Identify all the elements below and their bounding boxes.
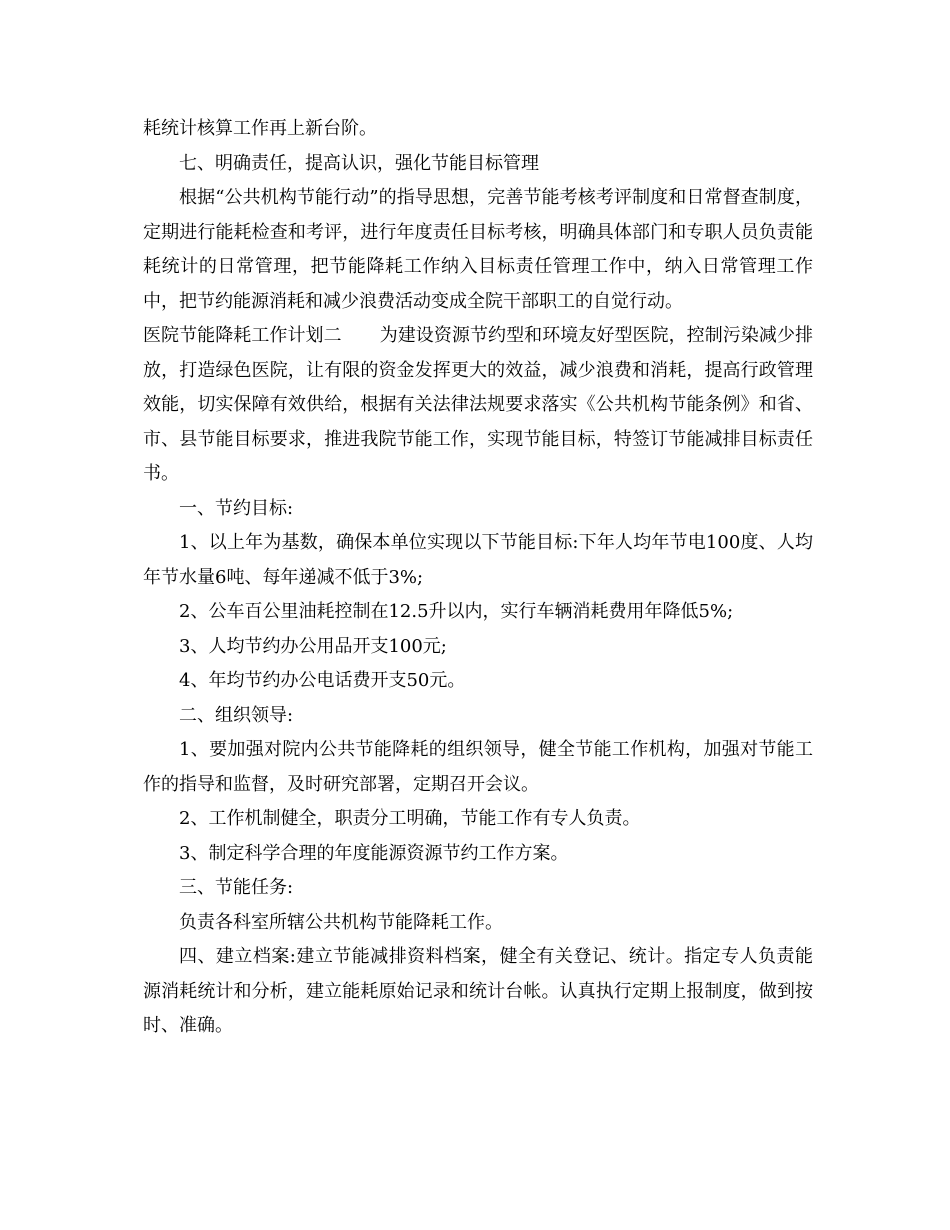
plan-paragraph [143,319,813,492]
heading-section-seven: 七、明确责任，提高认识，强化节能目标管理 [179,152,539,174]
goal-item-4: 4、年均节约办公电话费开支50元。 [179,670,466,691]
heading-archives: 四、建立档案:建立节能减排资料档案，健全有关登记、统计。指定专人负责能源消耗统计和分析，建立能耗原始记录和统计台帐。认真执行定期上报制度，做到按时、准确。 [143,946,813,1036]
heading-organization: 二、组织领导: [179,704,294,726]
heading-savings-goals: 一、节约目标: [179,497,294,519]
paragraph-guidance: 根据“公共机构节能行动”的指导思想，完善节能考核考评制度和日常督查制度，定期进行能耗检查和考评，进行年度责任目标考核，明确具体部门和专职人员负责能耗统计的日常管理，把节能降耗工作纳入目标责任管理工作中，纳入日常管理工作中，把节约能源消耗和减少浪费活动变成全院干部职工的自觉行动。 [143,187,813,312]
heading-tasks: 三、节能任务: [179,877,294,898]
tasks-item: 负责各科室所辖公共机构节能降耗工作。 [179,911,503,933]
organization-item-2: 2、工作机制健全，职责分工明确，节能工作有专人负责。 [179,808,641,829]
organization-item-3: 3、制定科学合理的年度能源资源节约工作方案。 [179,842,569,864]
goal-item-1: 1、以上年为基数，确保本单位实现以下节能目标:下年人均年节电100度、人均年节水量6吨、每年递减不低于3%; [143,532,813,588]
goal-item-2: 2、公车百公里油耗控制在12.5升以内，实行车辆消耗费用年降低5%; [179,601,734,622]
goal-item-3: 3、人均节约办公用品开支100元; [179,635,447,657]
plan-body: 为建设资源节约型和环境友好型医院，控制污染减少排放，打造绿色医院，让有限的资金发挥更大的效益，减少浪费和消耗，提高行政管理效能，切实保障有效供给，根据有关法律法规要求落实《公共机构节能条例》和省、市、县节能目标要求，推进我院节能工作，实现节能目标，特签订节能减排目标责任书。 [143,325,814,484]
plan-title: 医院节能降耗工作计划二 [143,325,342,346]
organization-item-1: 1、要加强对院内公共节能降耗的组织领导，健全节能工作机构，加强对节能工作的指导和监督，及时研究部署，定期召开会议。 [143,739,813,795]
paragraph-continuation: 耗统计核算工作再上新台阶。 [143,118,377,139]
document-body [143,112,813,1044]
